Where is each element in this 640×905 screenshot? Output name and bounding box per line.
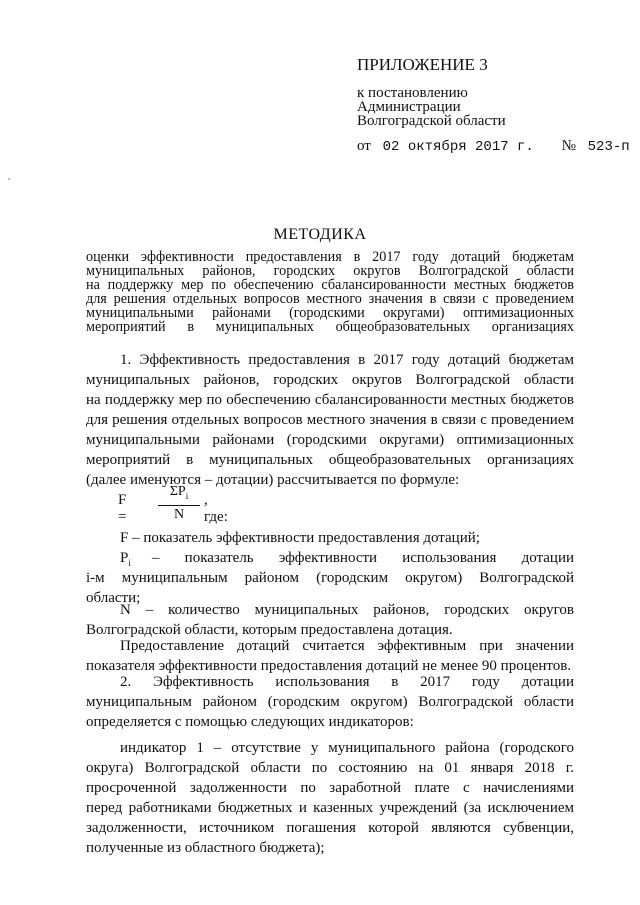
para1-line: на поддержку мер по обеспечению сбалансированности местных бюджетов	[86, 392, 574, 408]
para2-line: муниципальным районом (городским округом) Волгоградской области	[86, 694, 574, 710]
subtitle-line: оценки эффективности предоставления в 2017 году дотаций бюджетам	[86, 249, 574, 265]
definition-n-line2: Волгоградской области, которым предоставлена дотация.	[86, 622, 453, 638]
formula-suffix: , где:	[204, 492, 228, 525]
subtitle-line: мероприятий в муниципальных общеобразовательных организациях	[86, 319, 574, 335]
indicator1-line: округа) Волгоградской области по состоянию на 01 января 2018 г.	[86, 760, 574, 776]
para1-line: муниципальными районами (городскими округами) оптимизационных	[86, 432, 574, 448]
pi-symbol: $P_i$	[120, 550, 131, 568]
indicator1-line: просроченной задолженности по заработной плате с начислениями	[86, 780, 574, 796]
date-value: 02 октября 2017 г.	[382, 139, 534, 155]
subtitle-line: для решения отдельных вопросов местного значения в связи с проведением	[86, 291, 574, 307]
subtitle-line: муниципальных районов, городских округов Волгоградской области	[86, 263, 574, 279]
subtitle-line: муниципальными районами (городскими округами) оптимизационных	[86, 305, 574, 321]
formula-denominator: N	[173, 506, 185, 522]
formula-fraction	[158, 484, 200, 523]
formula-lhs: F =	[118, 492, 127, 525]
indicator1-line: полученные из областного бюджета);	[86, 840, 325, 856]
document-title: МЕТОДИКА	[273, 226, 367, 243]
para2-line: определяется с помощью следующих индикаторов:	[86, 714, 414, 730]
effective-line: Предоставление дотаций считается эффективным при значении	[120, 638, 574, 654]
definition-pi-line2: i-м муниципальным районом (городским округом) Волгоградской	[86, 570, 574, 586]
fraction-bar	[158, 505, 200, 506]
definition-f: F – показатель эффективности предоставления дотаций;	[120, 530, 480, 546]
formula-numerator: $\Sigma P_i$	[169, 484, 189, 501]
number-value: 523-п	[587, 139, 630, 155]
indicator1-line: индикатор 1 – отсутствие у муниципального района (городского	[120, 740, 574, 756]
para1-line: (далее именуются – дотации) рассчитывается по формуле:	[86, 472, 460, 488]
appendix-line-2: Администрации	[357, 99, 461, 115]
pi-line1-rest: – показатель эффективности использования дотации	[152, 550, 574, 566]
appendix-date-line	[357, 138, 630, 155]
scan-speck	[8, 178, 10, 180]
definition-n-line1: N – количество муниципальных районов, городских округов	[120, 602, 574, 618]
para2-line: 2. Эффективность использования в 2017 году дотации	[120, 674, 574, 690]
appendix-line-3: Волгоградской области	[357, 113, 506, 129]
definition-pi-line3: области;	[86, 590, 141, 606]
indicator1-line: перед работниками бюджетных и казенных учреждений (за исключением	[86, 800, 574, 816]
number-prefix: №	[561, 138, 576, 154]
date-prefix: от	[357, 138, 371, 154]
appendix-title: ПРИЛОЖЕНИЕ 3	[357, 55, 488, 74]
indicator1-line: задолженности, источником погашения которой являются субвенции,	[86, 820, 574, 836]
appendix-line-1: к постановлению	[357, 85, 468, 101]
para1-line: для решения отдельных вопросов местного значения в связи с проведением	[86, 412, 574, 428]
para1-line: мероприятий в муниципальных общеобразовательных организациях	[86, 452, 574, 468]
para1-line: 1. Эффективность предоставления в 2017 году дотаций бюджетам	[120, 352, 574, 368]
subtitle-line: на поддержку мер по обеспечению сбалансированности местных бюджетов	[86, 277, 574, 293]
para1-line: муниципальных районов, городских округов Волгоградской области	[86, 372, 574, 388]
effective-line: показателя эффективности предоставления дотаций не менее 90 процентов.	[86, 658, 572, 674]
